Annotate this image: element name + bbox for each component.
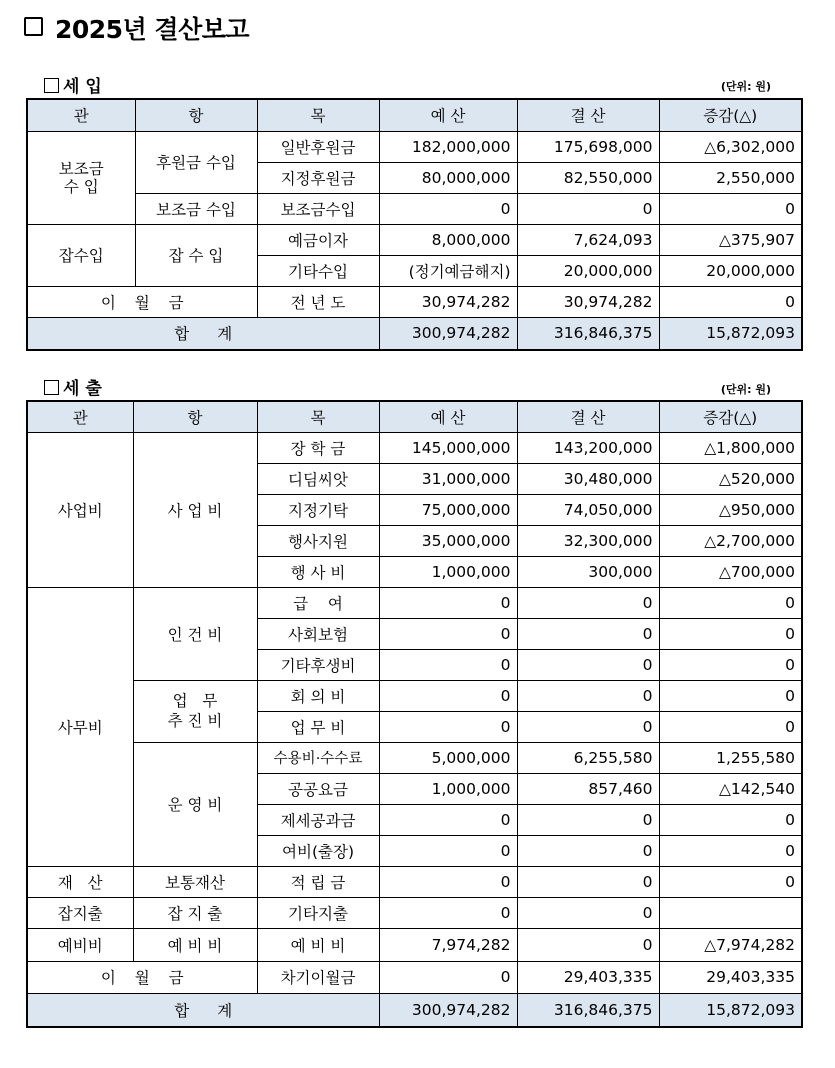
col-header: 목	[257, 99, 379, 131]
budget-cell: 8,000,000	[379, 224, 517, 255]
settle-cell: 20,000,000	[517, 255, 659, 286]
gwan-cell: 예비비	[27, 928, 133, 961]
mok-cell: 급 여	[257, 587, 379, 618]
mok-cell: 일반후원금	[257, 131, 379, 162]
diff-cell: 0	[659, 711, 802, 742]
table-row	[27, 587, 802, 618]
settle-cell: 6,255,580	[517, 742, 659, 773]
budget-cell: 30,974,282	[379, 286, 517, 317]
diff-cell: △7,974,282	[659, 928, 802, 961]
mok-cell: 기타후생비	[257, 649, 379, 680]
income-table	[26, 98, 803, 351]
budget-cell: 0	[379, 618, 517, 649]
budget-cell: 0	[379, 866, 517, 897]
mok-cell: 제세공과금	[257, 804, 379, 835]
gwan-cell: 재 산	[27, 866, 133, 897]
income-header-row	[27, 99, 802, 131]
mok-cell: 사회보험	[257, 618, 379, 649]
budget-cell: 300,974,282	[379, 993, 517, 1027]
budget-cell: 1,000,000	[379, 773, 517, 804]
mok-cell: 지정후원금	[257, 162, 379, 193]
report-title-text: 2025년 결산보고	[55, 15, 250, 44]
col-header: 항	[133, 401, 257, 432]
expense-header-row	[27, 401, 802, 432]
budget-cell: 1,000,000	[379, 556, 517, 587]
settle-cell: 0	[517, 680, 659, 711]
table-row	[27, 193, 802, 224]
diff-cell: 29,403,335	[659, 961, 802, 993]
table-row	[27, 432, 802, 463]
table-row	[27, 131, 802, 162]
diff-cell: 0	[659, 193, 802, 224]
hang-cell: 운 영 비	[133, 742, 257, 866]
total-row	[27, 317, 802, 350]
settle-cell: 0	[517, 618, 659, 649]
budget-cell: 75,000,000	[379, 494, 517, 525]
settle-cell: 0	[517, 711, 659, 742]
mok-cell: 지정기탁	[257, 494, 379, 525]
total-row	[27, 993, 802, 1027]
col-header: 관	[27, 401, 133, 432]
diff-cell: 0	[659, 618, 802, 649]
col-header: 예 산	[379, 401, 517, 432]
mok-cell: 여비(출장)	[257, 835, 379, 866]
budget-cell: 145,000,000	[379, 432, 517, 463]
diff-cell: △700,000	[659, 556, 802, 587]
col-header: 항	[135, 99, 257, 131]
settle-cell: 0	[517, 928, 659, 961]
gwan-cell: 잡지출	[27, 897, 133, 928]
diff-cell: 15,872,093	[659, 317, 802, 350]
budget-cell: 5,000,000	[379, 742, 517, 773]
mok-cell: 기타수입	[257, 255, 379, 286]
hang-cell: 보조금 수입	[135, 193, 257, 224]
gwan-cell: 사업비	[27, 432, 133, 587]
budget-cell: 0	[379, 961, 517, 993]
expense-unit: (단위: 원)	[720, 383, 771, 396]
settle-cell: 0	[517, 587, 659, 618]
settle-cell: 316,846,375	[517, 993, 659, 1027]
settle-cell: 74,050,000	[517, 494, 659, 525]
settle-cell: 300,000	[517, 556, 659, 587]
hang-cell: 후원금 수입	[135, 131, 257, 193]
expense-section-title: 세 출	[44, 374, 102, 399]
settle-cell: 175,698,000	[517, 131, 659, 162]
budget-cell: 0	[379, 649, 517, 680]
mok-cell: 행 사 비	[257, 556, 379, 587]
diff-cell: 0	[659, 587, 802, 618]
settle-cell: 29,403,335	[517, 961, 659, 993]
income-section-title: 세 입	[44, 72, 102, 97]
diff-cell	[659, 897, 802, 928]
table-row	[27, 928, 802, 961]
settle-cell: 0	[517, 835, 659, 866]
gwan-cell: 이 월 금	[27, 961, 257, 993]
diff-cell: 0	[659, 286, 802, 317]
mok-cell: 예 비 비	[257, 928, 379, 961]
diff-cell: △950,000	[659, 494, 802, 525]
table-row	[27, 224, 802, 255]
budget-cell: 31,000,000	[379, 463, 517, 494]
budget-cell: 80,000,000	[379, 162, 517, 193]
expense-table	[26, 400, 803, 1028]
diff-cell: 20,000,000	[659, 255, 802, 286]
mok-cell: 차기이월금	[257, 961, 379, 993]
budget-cell: (정기예금해지)	[379, 255, 517, 286]
diff-cell: 0	[659, 804, 802, 835]
hang-cell: 보통재산	[133, 866, 257, 897]
diff-cell: △520,000	[659, 463, 802, 494]
diff-cell: 1,255,580	[659, 742, 802, 773]
budget-cell: 35,000,000	[379, 525, 517, 556]
settle-cell: 0	[517, 193, 659, 224]
col-header: 예 산	[379, 99, 517, 131]
diff-cell: 0	[659, 680, 802, 711]
settle-cell: 30,974,282	[517, 286, 659, 317]
col-header: 증감(△)	[659, 401, 802, 432]
total-label: 합계	[27, 993, 379, 1027]
hang-cell: 사 업 비	[133, 432, 257, 587]
budget-cell: 0	[379, 835, 517, 866]
report-title	[24, 10, 249, 46]
hang-cell: 인 건 비	[133, 587, 257, 680]
table-row	[27, 680, 802, 711]
diff-cell: 0	[659, 866, 802, 897]
settle-cell: 857,460	[517, 773, 659, 804]
settle-cell: 32,300,000	[517, 525, 659, 556]
budget-cell: 300,974,282	[379, 317, 517, 350]
settle-cell: 0	[517, 866, 659, 897]
table-row	[27, 897, 802, 928]
total-label: 합계	[27, 317, 379, 350]
budget-cell: 0	[379, 587, 517, 618]
col-header: 목	[257, 401, 379, 432]
gwan-cell: 보조금 수 입	[27, 131, 135, 224]
table-row	[27, 866, 802, 897]
settle-cell: 82,550,000	[517, 162, 659, 193]
mok-cell: 공공요금	[257, 773, 379, 804]
diff-cell: △2,700,000	[659, 525, 802, 556]
mok-cell: 업 무 비	[257, 711, 379, 742]
gwan-cell: 이 월 금	[27, 286, 257, 317]
mok-cell: 적 립 금	[257, 866, 379, 897]
settle-cell: 316,846,375	[517, 317, 659, 350]
hang-cell: 잡 지 출	[133, 897, 257, 928]
gwan-cell: 잡수입	[27, 224, 135, 286]
col-header: 결 산	[517, 401, 659, 432]
budget-cell: 182,000,000	[379, 131, 517, 162]
diff-cell: 2,550,000	[659, 162, 802, 193]
mok-cell: 디딤씨앗	[257, 463, 379, 494]
diff-cell: 0	[659, 835, 802, 866]
mok-cell: 행사지원	[257, 525, 379, 556]
budget-cell: 0	[379, 804, 517, 835]
settle-cell: 7,624,093	[517, 224, 659, 255]
settle-cell: 143,200,000	[517, 432, 659, 463]
mok-cell: 보조금수입	[257, 193, 379, 224]
diff-cell: △6,302,000	[659, 131, 802, 162]
diff-cell: △1,800,000	[659, 432, 802, 463]
hang-cell: 잡 수 입	[135, 224, 257, 286]
hang-cell: 예 비 비	[133, 928, 257, 961]
diff-cell: 0	[659, 649, 802, 680]
diff-cell: 15,872,093	[659, 993, 802, 1027]
gwan-cell: 사무비	[27, 587, 133, 866]
table-row	[27, 961, 802, 993]
diff-cell: △142,540	[659, 773, 802, 804]
col-header: 결 산	[517, 99, 659, 131]
settle-cell: 0	[517, 804, 659, 835]
budget-cell: 0	[379, 897, 517, 928]
mok-cell: 장 학 금	[257, 432, 379, 463]
budget-cell: 0	[379, 193, 517, 224]
checkbox-icon	[24, 17, 43, 36]
square-icon	[44, 380, 59, 395]
table-row	[27, 286, 802, 317]
hang-cell: 업 무 추 진 비	[133, 680, 257, 742]
mok-cell: 전 년 도	[257, 286, 379, 317]
settle-cell: 0	[517, 649, 659, 680]
budget-cell: 7,974,282	[379, 928, 517, 961]
mok-cell: 회 의 비	[257, 680, 379, 711]
col-header: 관	[27, 99, 135, 131]
mok-cell: 수용비·수수료	[257, 742, 379, 773]
square-icon	[44, 78, 59, 93]
mok-cell: 기타지출	[257, 897, 379, 928]
settle-cell: 30,480,000	[517, 463, 659, 494]
budget-cell: 0	[379, 680, 517, 711]
diff-cell: △375,907	[659, 224, 802, 255]
income-unit: (단위: 원)	[720, 80, 771, 93]
budget-cell: 0	[379, 711, 517, 742]
table-row	[27, 742, 802, 773]
settle-cell: 0	[517, 897, 659, 928]
col-header: 증감(△)	[659, 99, 802, 131]
mok-cell: 예금이자	[257, 224, 379, 255]
